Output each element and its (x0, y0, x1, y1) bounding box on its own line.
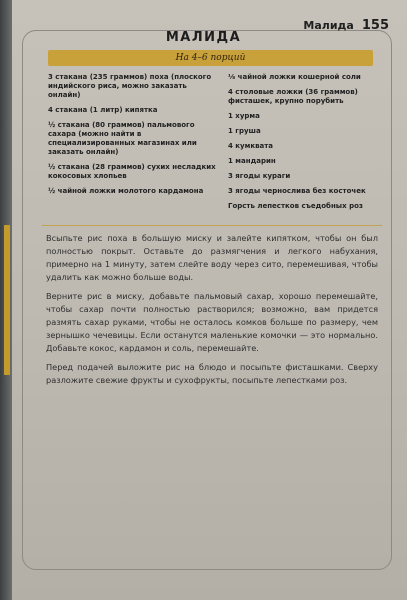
recipe-title: МАЛИДА (165, 30, 242, 45)
page-number: 155 (361, 18, 389, 33)
instruction-step: Всыпьте рис поха в большую миску и залейте кипятком, чтобы он был полностью покрыт. Оставьте до размягчения и легкого набухания, примерно на 1 минуту, затем слейте воду через сито, перемешивая, чтобы удалить как можно больше воды. (46, 233, 378, 282)
ingredient-item: 4 стакана (1 литр) кипятка (48, 106, 158, 114)
instruction-step: Верните рис в миску, добавьте пальмовый сахар, хорошо перемешайте, чтобы сахар почти полностью растворился; возможно, вам придется размять сахар руками, чтобы не осталось комков больше по размеру, чем зернышко чечевицы. Если останутся маленькие комочки — это нормально. Добавьте кокос, кардамон и соль, перемешайте. (46, 291, 378, 353)
ingredient-item: 1 мандарин (228, 157, 276, 165)
ingredient-item: 3 ягоды кураги (228, 172, 291, 180)
running-header-title: Малида (303, 19, 354, 32)
ingredient-item: ½ чайной ложки молотого кардамона (48, 187, 204, 195)
instruction-step: Перед подачей выложите рис на блюдо и посыпьте фисташками. Сверху разложите свежие фрукты и сухофрукты, посыпьте лепестками роз. (46, 362, 378, 385)
ingredients-column-left (48, 73, 216, 211)
section-divider (42, 225, 382, 226)
ingredient-item: 1 груша (228, 127, 261, 135)
ingredient-item: Горсть лепестков съедобных роз (228, 202, 363, 210)
ingredient-item: ½ стакана (80 граммов) пальмового сахара (можно найти в специализированных магазинах или заказать онлайн) (48, 121, 197, 156)
ingredient-item: ⅛ чайной ложки кошерной соли (228, 73, 361, 81)
ingredient-item: 3 ягоды чернослива без косточек (228, 187, 366, 195)
ingredient-item: ½ стакана (28 граммов) сухих несладких кокосовых хлопьев (48, 163, 216, 180)
instructions (46, 232, 378, 387)
ingredients-list (48, 73, 378, 211)
ingredients-column-right (228, 73, 378, 211)
ingredient-item: 3 стакана (235 граммов) поха (плоского индийского риса, можно заказать онлайн) (48, 73, 212, 99)
ingredient-item: 4 кумквата (228, 142, 274, 150)
ingredient-item: 4 столовые ложки (36 граммов) фисташек, крупно порубить (228, 88, 358, 105)
chapter-tab-marker (4, 225, 10, 375)
ingredient-item: 1 хурма (228, 112, 260, 120)
recipe-yield: На 4–6 порций (48, 50, 373, 66)
